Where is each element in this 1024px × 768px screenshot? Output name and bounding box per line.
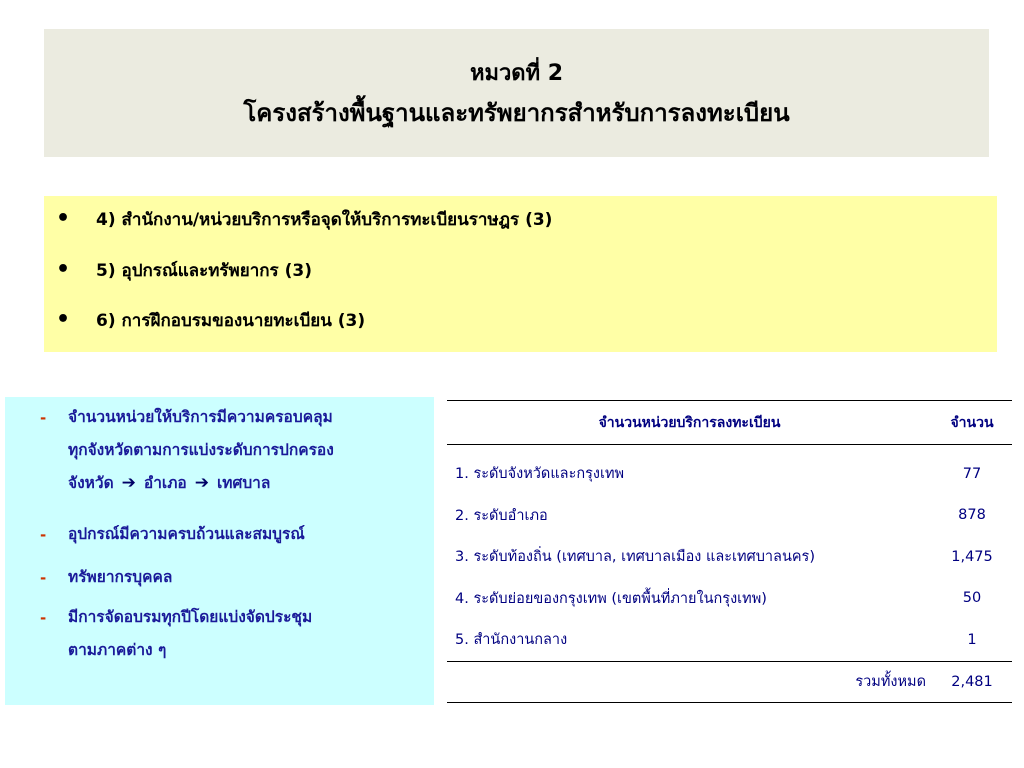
criteria-item-4: 4) สำนักงาน/หน่วยบริการหรือจุดให้บริการทะเบียนราษฎร (3) bbox=[96, 209, 553, 230]
note-item-training bbox=[40, 601, 428, 667]
note-hierarchy bbox=[68, 467, 428, 500]
list-item bbox=[56, 204, 552, 234]
note-text: ตามภาคต่าง ๆ bbox=[68, 641, 167, 659]
unit-count: 878 bbox=[958, 507, 986, 524]
summary-notes bbox=[5, 397, 434, 705]
section-number: หมวดที่ 2 bbox=[469, 61, 564, 86]
criteria-item-5: 5) อุปกรณ์และทรัพยากร (3) bbox=[96, 260, 312, 281]
unit-label: 2. ระดับอำเภอ bbox=[455, 507, 548, 524]
dash-marker: - bbox=[40, 569, 47, 587]
note-text: ทรัพยากรบุคคล bbox=[68, 568, 173, 586]
criteria-list bbox=[44, 196, 997, 352]
note-item-personnel bbox=[40, 561, 428, 594]
unit-count: 1 bbox=[967, 631, 977, 648]
table-row bbox=[447, 536, 1012, 578]
bullet-icon: • bbox=[56, 206, 71, 231]
bullet-icon: • bbox=[56, 257, 71, 282]
section-title: โครงสร้างพื้นฐานและทรัพยากรสำหรับการลงทะเบียน bbox=[243, 99, 790, 127]
note-text: อำเภอ bbox=[143, 474, 187, 492]
criteria-item-6: 6) การฝึกอบรมของนายทะเบียน (3) bbox=[96, 310, 366, 331]
service-units-table bbox=[447, 400, 1012, 703]
table-header-row bbox=[447, 401, 1012, 445]
note-item-equipment bbox=[40, 518, 428, 551]
list-item bbox=[56, 255, 312, 285]
list-item bbox=[56, 305, 365, 335]
table-row bbox=[447, 619, 1012, 661]
note-text: มีการจัดอบรมทุกปีโดยแบ่งจัดประชุม bbox=[68, 608, 313, 626]
column-header-unit: จำนวนหน่วยบริการลงทะเบียน bbox=[447, 401, 932, 445]
unit-label: 5. สำนักงานกลาง bbox=[455, 632, 568, 649]
unit-label: 3. ระดับท้องถิ่น (เทศบาล, เทศบาลเมือง และเทศบาลนคร) bbox=[455, 549, 816, 566]
unit-label: 4. ระดับย่อยของกรุงเทพ (เขตพื้นที่ภายในกรุงเทพ) bbox=[455, 590, 767, 607]
unit-count: 50 bbox=[962, 590, 982, 607]
note-item-coverage bbox=[40, 401, 428, 500]
unit-count: 1,475 bbox=[951, 548, 993, 565]
arrow-right-icon: ➔ bbox=[194, 473, 209, 493]
dash-marker: - bbox=[40, 409, 47, 427]
total-label: รวมทั้งหมด bbox=[447, 661, 932, 702]
title-banner bbox=[44, 29, 989, 157]
unit-count: 77 bbox=[962, 465, 982, 482]
dash-marker: - bbox=[40, 609, 47, 627]
table-row bbox=[447, 578, 1012, 620]
note-text: ทุกจังหวัดตามการแบ่งระดับการปกครอง bbox=[68, 441, 334, 459]
note-text: อุปกรณ์มีความครบถ้วนและสมบูรณ์ bbox=[68, 525, 305, 543]
dash-marker: - bbox=[40, 526, 47, 544]
note-text: เทศบาล bbox=[216, 474, 271, 492]
bullet-icon: • bbox=[56, 307, 71, 332]
unit-label: 1. ระดับจังหวัดและกรุงเทพ bbox=[455, 466, 625, 483]
table-total-row bbox=[447, 661, 1012, 702]
note-text: จำนวนหน่วยให้บริการมีความครอบคลุม bbox=[68, 408, 333, 426]
column-header-count: จำนวน bbox=[932, 401, 1012, 445]
table-row bbox=[447, 495, 1012, 537]
arrow-right-icon: ➔ bbox=[121, 473, 136, 493]
note-text: จังหวัด bbox=[68, 474, 114, 492]
table-row bbox=[447, 445, 1012, 495]
total-count: 2,481 bbox=[932, 661, 1012, 702]
